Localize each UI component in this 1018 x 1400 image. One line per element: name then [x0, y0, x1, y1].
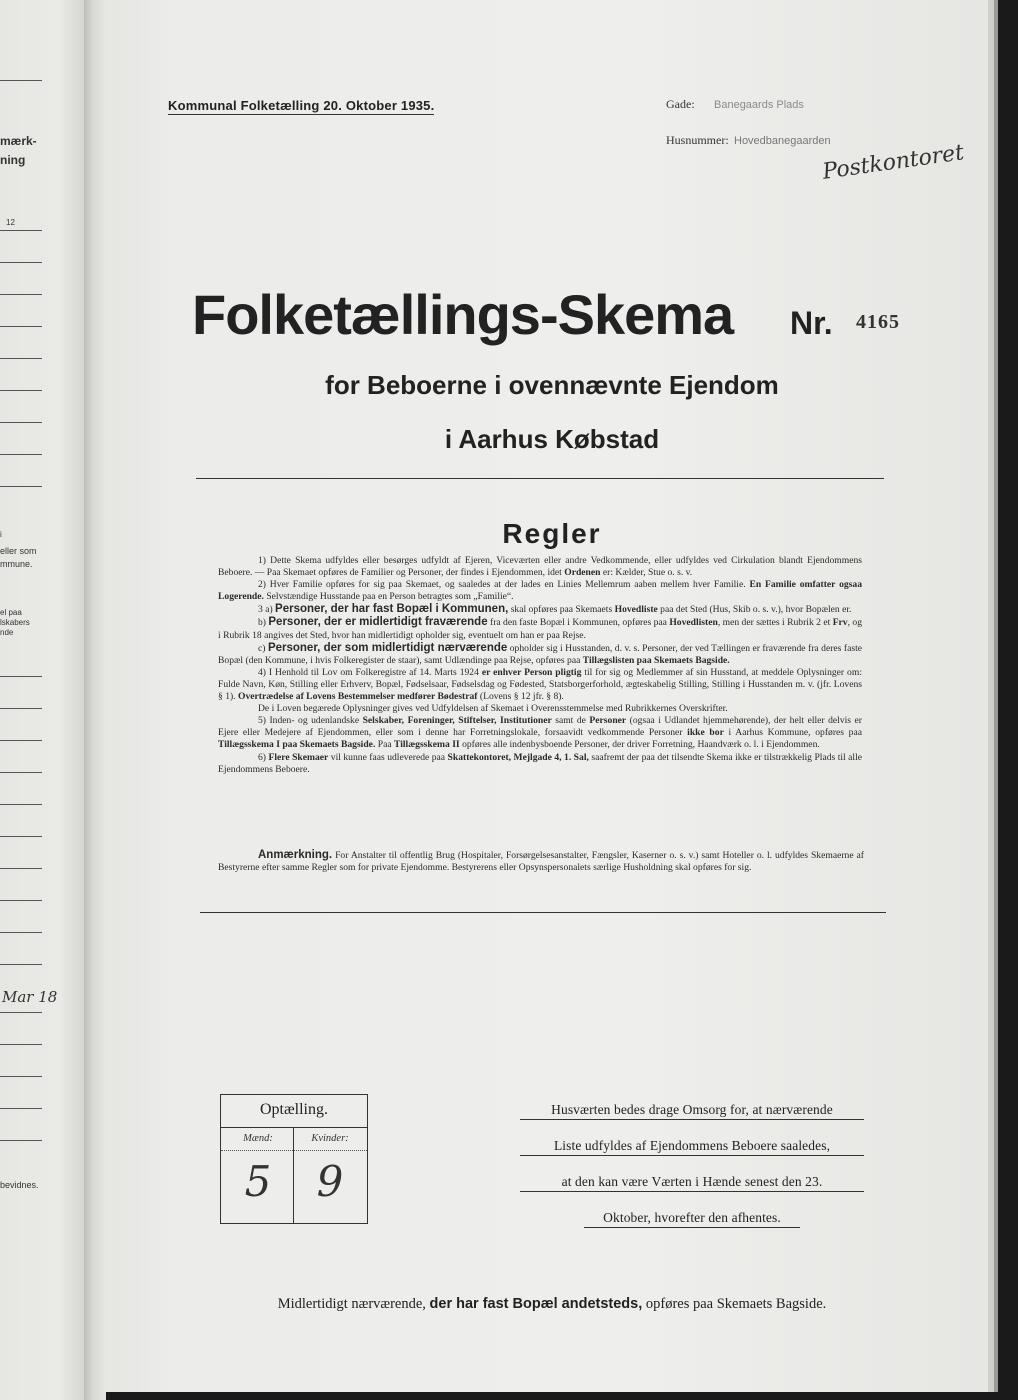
count-box [220, 1094, 368, 1224]
street-value: Banegaards Plads [714, 99, 804, 111]
margin-rule [0, 900, 42, 901]
rule-3c: c) Personer, der som midlertidigt nærværende opholder sig i Husstanden, d. v. s. Personer, der ved Tællingen er fraværende fra deres faste Bopæl (den Kommune, i hvis Folkeregister de staar), samt Udlændinge paa Rejse, opføres paa Tillægslisten paa Skemaets Bagside. [218, 641, 862, 666]
rules-heading: Regler [502, 518, 602, 549]
men-label: Mænd: [243, 1133, 273, 1144]
page-edge-shadow [994, 0, 998, 1392]
margin-fragment: i [0, 530, 2, 539]
rules-text [218, 555, 862, 776]
form-subtitle: for Beboerne i ovennævnte Ejendom [325, 370, 779, 400]
margin-fragment: mmune. [0, 559, 33, 569]
margin-rule [0, 676, 42, 677]
host-note-line: Husværten bedes drage Omsorg for, at nærværende [520, 1102, 864, 1120]
rule-5: 5) Inden- og udenlandske Selskaber, Foreninger, Stiftelser, Institutioner samt de Personer (ogsaa i Udlandet hjemmehørende), der helt eller delvis er Ejere eller Medejere af Ejendommen, eller som i denne har Forretningslokale, forsaavidt vedkommende Personer ikke bor i Aarhus Kommune, opføres paa Tillægsskema I paa Skemaets Bagside. Paa Tillægsskema II opføres alle indenbysboende Personer, der driver Forretning, Haandværk o. l. i Ejendommen. [218, 715, 862, 751]
book-gutter [84, 0, 106, 1400]
margin-rule [0, 1076, 42, 1077]
rule-6: 6) Flere Skemaer vil kunne faas udleverede paa Skattekontoret, Mejlgade 4, 1. Sal, saafremt der paa det tilsendte Skema ikke er tilstrækkelig Plads til alle Ejendommens Beboere. [218, 751, 863, 775]
margin-fragment: el paa [0, 608, 22, 617]
margin-rule [0, 358, 42, 359]
margin-rule [0, 836, 42, 837]
margin-rule [0, 294, 42, 295]
remark-text: Anmærkning. For Anstalter til offentlig Brug (Hospitaler, Forsørgelsesanstalter, Fængsler, Kaserner o. s. v.) samt Hoteller o. l. udfyldes Skemaerne af Bestyrerne efter samme Regler som for private Ejendomme. Bestyrerens eller Opsynspersonalets særlige Husholdning skal opføres for sig. [218, 849, 864, 874]
margin-rule [0, 486, 42, 487]
margin-rule [0, 262, 42, 263]
remark-label: Anmærkning. [258, 849, 333, 861]
margin-rule [0, 708, 42, 709]
house-number-label: Husnummer: [666, 133, 729, 147]
margin-fragment: nde [0, 628, 14, 637]
margin-rule [0, 326, 42, 327]
margin-rule [0, 454, 42, 455]
host-note-line: Liste udfyldes af Ejendommens Beboere saaledes, [520, 1138, 864, 1156]
women-count: 9 [316, 1157, 344, 1206]
margin-rule [0, 1012, 42, 1013]
margin-rule [0, 1140, 42, 1141]
margin-rule [0, 390, 42, 391]
women-label: Kvinder: [311, 1133, 349, 1144]
host-note-line: Oktober, hvorefter den afhentes. [584, 1210, 800, 1228]
margin-rule [0, 230, 42, 231]
margin-rule [0, 772, 42, 773]
margin-rule [0, 804, 42, 805]
margin-fragment: ning [0, 153, 26, 167]
form-city: i Aarhus Købstad [444, 424, 660, 454]
form-title: Folketællings-Skema [192, 283, 734, 346]
handwritten-note: Postkontoret [820, 140, 966, 185]
rule-3b: b) Personer, der er midlertidigt fraværende fra den faste Bopæl i Kommunen, opføres paa Hovedlisten, men der sættes i Rubrik 2 et Frv, og i Rubrik 18 angives det Sted, hvor han midlertidigt opholder sig, eventuelt om han er paa Rejse. [218, 616, 862, 641]
form-number-label: Nr. [790, 305, 833, 341]
rule-2: 2) Hver Familie opføres for sig paa Skemaet, og saaledes at der lades en Linies Mellemrum aaben mellem hver Familie. En Familie omfatter ogsaa Logerende. Selvstændige Husstande paa en Person betragtes som „Familie“. [218, 579, 862, 603]
margin-rule [0, 964, 42, 965]
rule-3a: 3 a) Personer, der har fast Bopæl i Kommunen, skal opføres paa Skemaets Hovedliste paa det Sted (Hus, Skib o. s. v.), hvor Bopælen er. [258, 603, 852, 616]
house-number-value: Hovedbanegaarden [734, 135, 831, 147]
margin-fragment: mærk- [0, 134, 37, 148]
margin-rule [0, 740, 42, 741]
left-page-fragment [0, 0, 84, 1400]
rule-4: 4) I Henhold til Lov om Folkeregistre af 14. Marts 1924 er enhver Person pligtig til for sig og Medlemmer af sin Husstand, at meddele Oplysninger om: Fulde Navn, Køn, Stilling eller Erhverv, Bopæl, Fødselsaar, Fødselsdag og Fødested, Statsborgerforhold, ægteskabelig Stilling, Stilling i Husstanden m. v. (jfr. Lovens § 1). Overtrædelse af Lovens Bestemmelser medfører Bødestraf (Lovens § 12 jfr. § 8). [218, 666, 862, 703]
host-note-line: at den kan være Værten i Hænde senest den 23. [520, 1174, 864, 1192]
margin-rule [0, 868, 42, 869]
footer-note: Midlertidigt nærværende, der har fast Bopæl andetsteds, opføres paa Skemaets Bagside. [277, 1296, 827, 1312]
margin-rule [0, 932, 42, 933]
street-label: Gade: [666, 97, 695, 111]
form-number-value: 4165 [856, 311, 900, 333]
margin-handwriting: Mar 18 [2, 988, 58, 1006]
count-box-title: Optælling. [259, 1101, 328, 1118]
divider [200, 912, 886, 913]
count-box-rule [221, 1127, 367, 1128]
margin-fragment: eller som [0, 546, 37, 556]
margin-rule [0, 422, 42, 423]
margin-fragment: 12 [6, 218, 15, 227]
margin-rule [0, 1108, 42, 1109]
margin-fragment: lskabers [0, 618, 30, 627]
men-count: 5 [244, 1157, 272, 1206]
margin-fragment: bevidnes. [0, 1180, 39, 1190]
census-heading: Kommunal Folketælling 20. Oktober 1935. [168, 98, 435, 113]
count-box-column-rule [293, 1127, 294, 1224]
margin-rule [0, 1044, 42, 1045]
divider [196, 478, 884, 479]
census-form-page [104, 0, 990, 1392]
margin-rule [0, 80, 42, 81]
rule-4-note: De i Loven begærede Oplysninger gives ved Udfyldelsen af Skemaet i Overensstemmelse med Rubrikkernes Overskrifter. [258, 703, 728, 715]
count-box-separator [221, 1150, 367, 1151]
rule-1: 1) Dette Skema udfyldes eller besørges udfyldt af Ejeren, Viceværten eller andre Vedkommende, eller udfyldes ved Cirkulation blandt Ejendommens Beboere. — Paa Skemaet opføres de Familier og Personer, der findes i Ejendommen, idet Ordenen er: Kælder, Stue o. s. v. [218, 555, 862, 579]
